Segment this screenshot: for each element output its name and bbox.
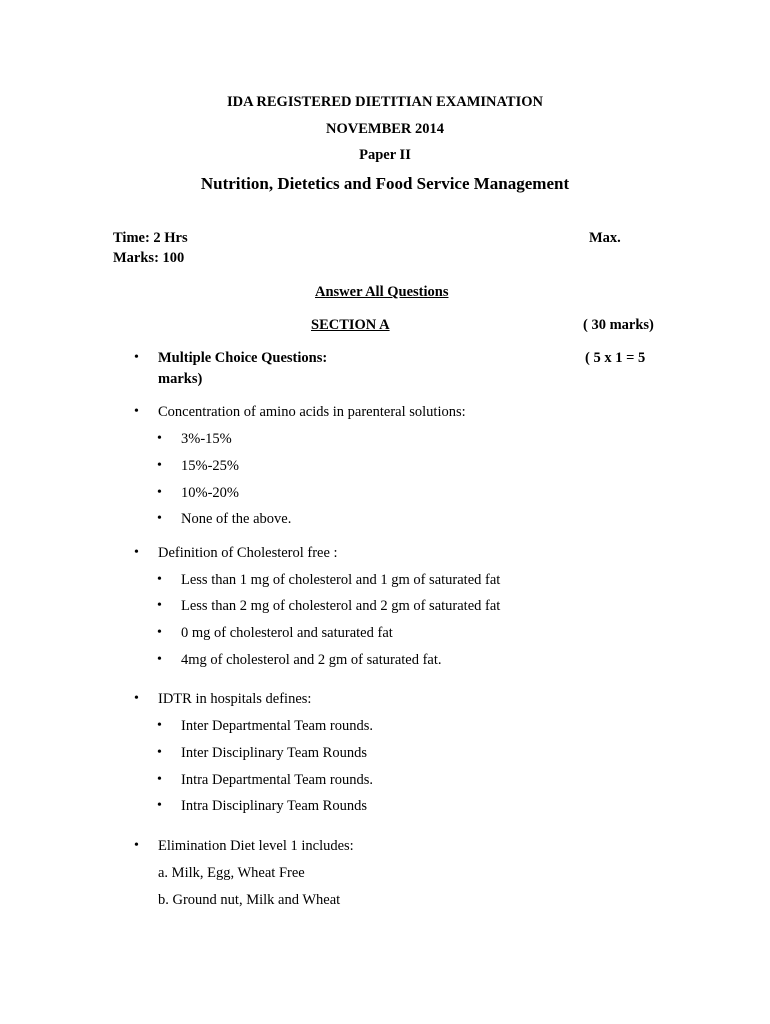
exam-title: IDA REGISTERED DIETITIAN EXAMINATION [227,94,543,110]
bullet: • [157,772,162,787]
max-label: Max. [589,230,621,246]
mcq-heading-cont: marks) [158,371,203,387]
option-text: a. Milk, Egg, Wheat Free [158,865,305,881]
bullet: • [157,598,162,613]
mcq-heading: Multiple Choice Questions: [158,350,328,366]
bullet: • [157,458,162,473]
option-text: Inter Departmental Team rounds. [181,718,373,734]
bullet: • [157,718,162,733]
option-text: Intra Disciplinary Team Rounds [181,798,367,814]
option-text: 15%-25% [181,458,239,474]
bullet: • [157,798,162,813]
time-label: Time: 2 Hrs [113,230,188,246]
option-text: 0 mg of cholesterol and saturated fat [181,625,393,641]
bullet: • [157,625,162,640]
instruction-heading: Answer All Questions [315,284,449,300]
option-text: Less than 2 mg of cholesterol and 2 gm of saturated fat [181,598,501,614]
bullet: • [134,350,139,365]
option-text: Intra Departmental Team rounds. [181,772,373,788]
bullet: • [157,485,162,500]
question-text: Elimination Diet level 1 includes: [158,838,354,854]
question-text: Definition of Cholesterol free : [158,545,338,561]
bullet: • [157,431,162,446]
bullet: • [157,745,162,760]
paper-number: Paper II [359,147,411,163]
bullet: • [134,545,139,560]
option-text: 4mg of cholesterol and 2 gm of saturated fat. [181,652,442,668]
section-title: SECTION A [311,317,390,333]
mcq-score: ( 5 x 1 = 5 [585,350,646,366]
bullet: • [157,652,162,667]
option-text: b. Ground nut, Milk and Wheat [158,892,341,908]
bullet: • [157,572,162,587]
question-text: IDTR in hospitals defines: [158,691,312,707]
option-text: 3%-15% [181,431,232,447]
exam-date: NOVEMBER 2014 [325,121,445,137]
bullet: • [134,691,139,706]
option-text: None of the above. [181,511,292,527]
bullet: • [157,511,162,526]
paper-title: Nutrition, Dietetics and Food Service Management [200,174,570,193]
option-text: Less than 1 mg of cholesterol and 1 gm of saturated fat [181,572,501,588]
option-text: Inter Disciplinary Team Rounds [181,745,367,761]
marks-label: Marks: 100 [113,250,185,266]
section-marks: ( 30 marks) [583,317,654,333]
question-text: Concentration of amino acids in parenteral solutions: [158,404,466,420]
option-text: 10%-20% [181,485,239,501]
bullet: • [134,838,139,853]
bullet: • [134,404,139,419]
